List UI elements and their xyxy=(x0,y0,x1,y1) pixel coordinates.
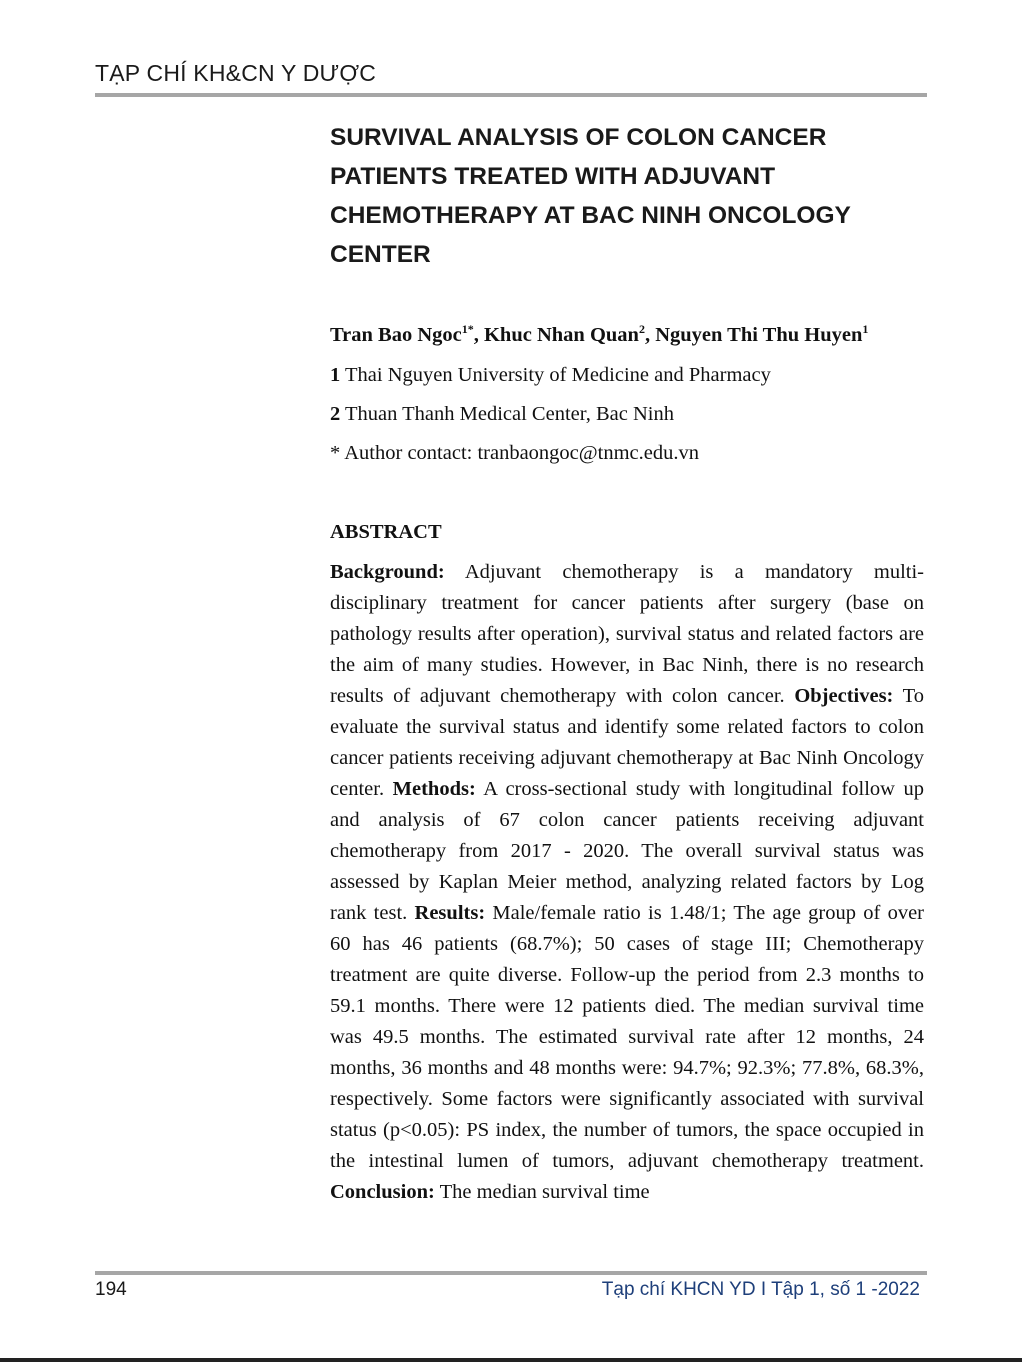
author-affiliation-marker: 1 xyxy=(862,322,869,336)
conclusion-text: The median survival time xyxy=(439,1181,650,1203)
background-label: Background: xyxy=(330,561,445,583)
abstract-body xyxy=(330,557,924,1247)
author-name: Nguyen Thi Thu Huyen xyxy=(655,323,863,346)
objectives-label: Objectives: xyxy=(794,685,894,707)
footer-journal: Tạp chí KHCN YD I Tập 1, số 1 -2022 xyxy=(601,1279,920,1300)
footer-rule xyxy=(95,1271,927,1275)
affiliation-number: 2 xyxy=(330,403,341,425)
results-label: Results: xyxy=(414,902,486,924)
author-name: Tran Bao Ngoc xyxy=(330,323,462,346)
affiliation-text: Thai Nguyen University of Medicine and Pharmacy xyxy=(345,364,771,386)
journal-header: TẠP CHÍ KH&CN Y DƯỢC xyxy=(95,60,377,86)
affiliation xyxy=(330,356,924,395)
affiliation-number: 1 xyxy=(330,364,341,386)
page-number: 194 xyxy=(95,1279,127,1300)
author-contact: * Author contact: tranbaongoc@tnmc.edu.vn xyxy=(330,442,699,464)
objectives-text: To evaluate the survival status and identify some related factors to colon cancer patients receiving adjuvant chemotherapy at Bac Ninh Oncology center. xyxy=(330,685,924,800)
author-name: Khuc Nhan Quan xyxy=(483,323,639,346)
affiliation xyxy=(330,395,924,434)
methods-label: Methods: xyxy=(392,778,476,800)
background-text: Adjuvant chemotherapy is a mandatory multi-disciplinary treatment for cancer patients after surgery (base on pathology results after operation), survival status and related factors are the aim of many studies. However, in Bac Ninh, there is no research results of adjuvant chemotherapy with colon cancer. xyxy=(330,561,924,707)
abstract-heading: ABSTRACT xyxy=(330,521,442,543)
author-list: Tran Bao Ngoc$^{1*}$, Khuc Nhan Quan$^2$, Nguyen Thi Thu Huyen$^1$ xyxy=(330,322,869,346)
author-affiliation-marker: 2 xyxy=(638,322,645,336)
author-affiliation-marker: 1* xyxy=(461,322,474,336)
conclusion-label: Conclusion: xyxy=(330,1181,435,1203)
results-text: Male/female ratio is 1.48/1; The age group of over 60 has 46 patients (68.7%); 50 cases of stage III; Chemotherapy treatment are quite diverse. Follow-up the period from 2.3 months to 59.1 months. There were 12 patients died. The median survival time was 49.5 months. The estimated survival rate after 12 months, 24 months, 36 months and 48 months were: 94.7%; 92.3%; 77.8%, 68.3%, respectively. Some factors were significantly associated with survival status (p<0.05): PS index, the number of tumors, the space occupied in the intestinal lumen of tumors, adjuvant chemotherapy treatment. xyxy=(330,902,924,1172)
header-rule xyxy=(95,93,927,97)
affiliation-text: Thuan Thanh Medical Center, Bac Ninh xyxy=(345,403,674,425)
methods-text: A cross-sectional study with longitudinal follow up and analysis of 67 colon cancer patients receiving adjuvant chemotherapy from 2017 - 2020. The overall survival status was assessed by Kaplan Meier method, analyzing related factors by Log rank test. xyxy=(330,778,924,924)
page-bottom-edge xyxy=(0,1358,1022,1362)
article-title: SURVIVAL ANALYSIS OF COLON CANCER PATIENTS TREATED WITH ADJUVANT CHEMOTHERAPY AT BAC NINH ONCOLOGY CENTER xyxy=(330,124,851,268)
